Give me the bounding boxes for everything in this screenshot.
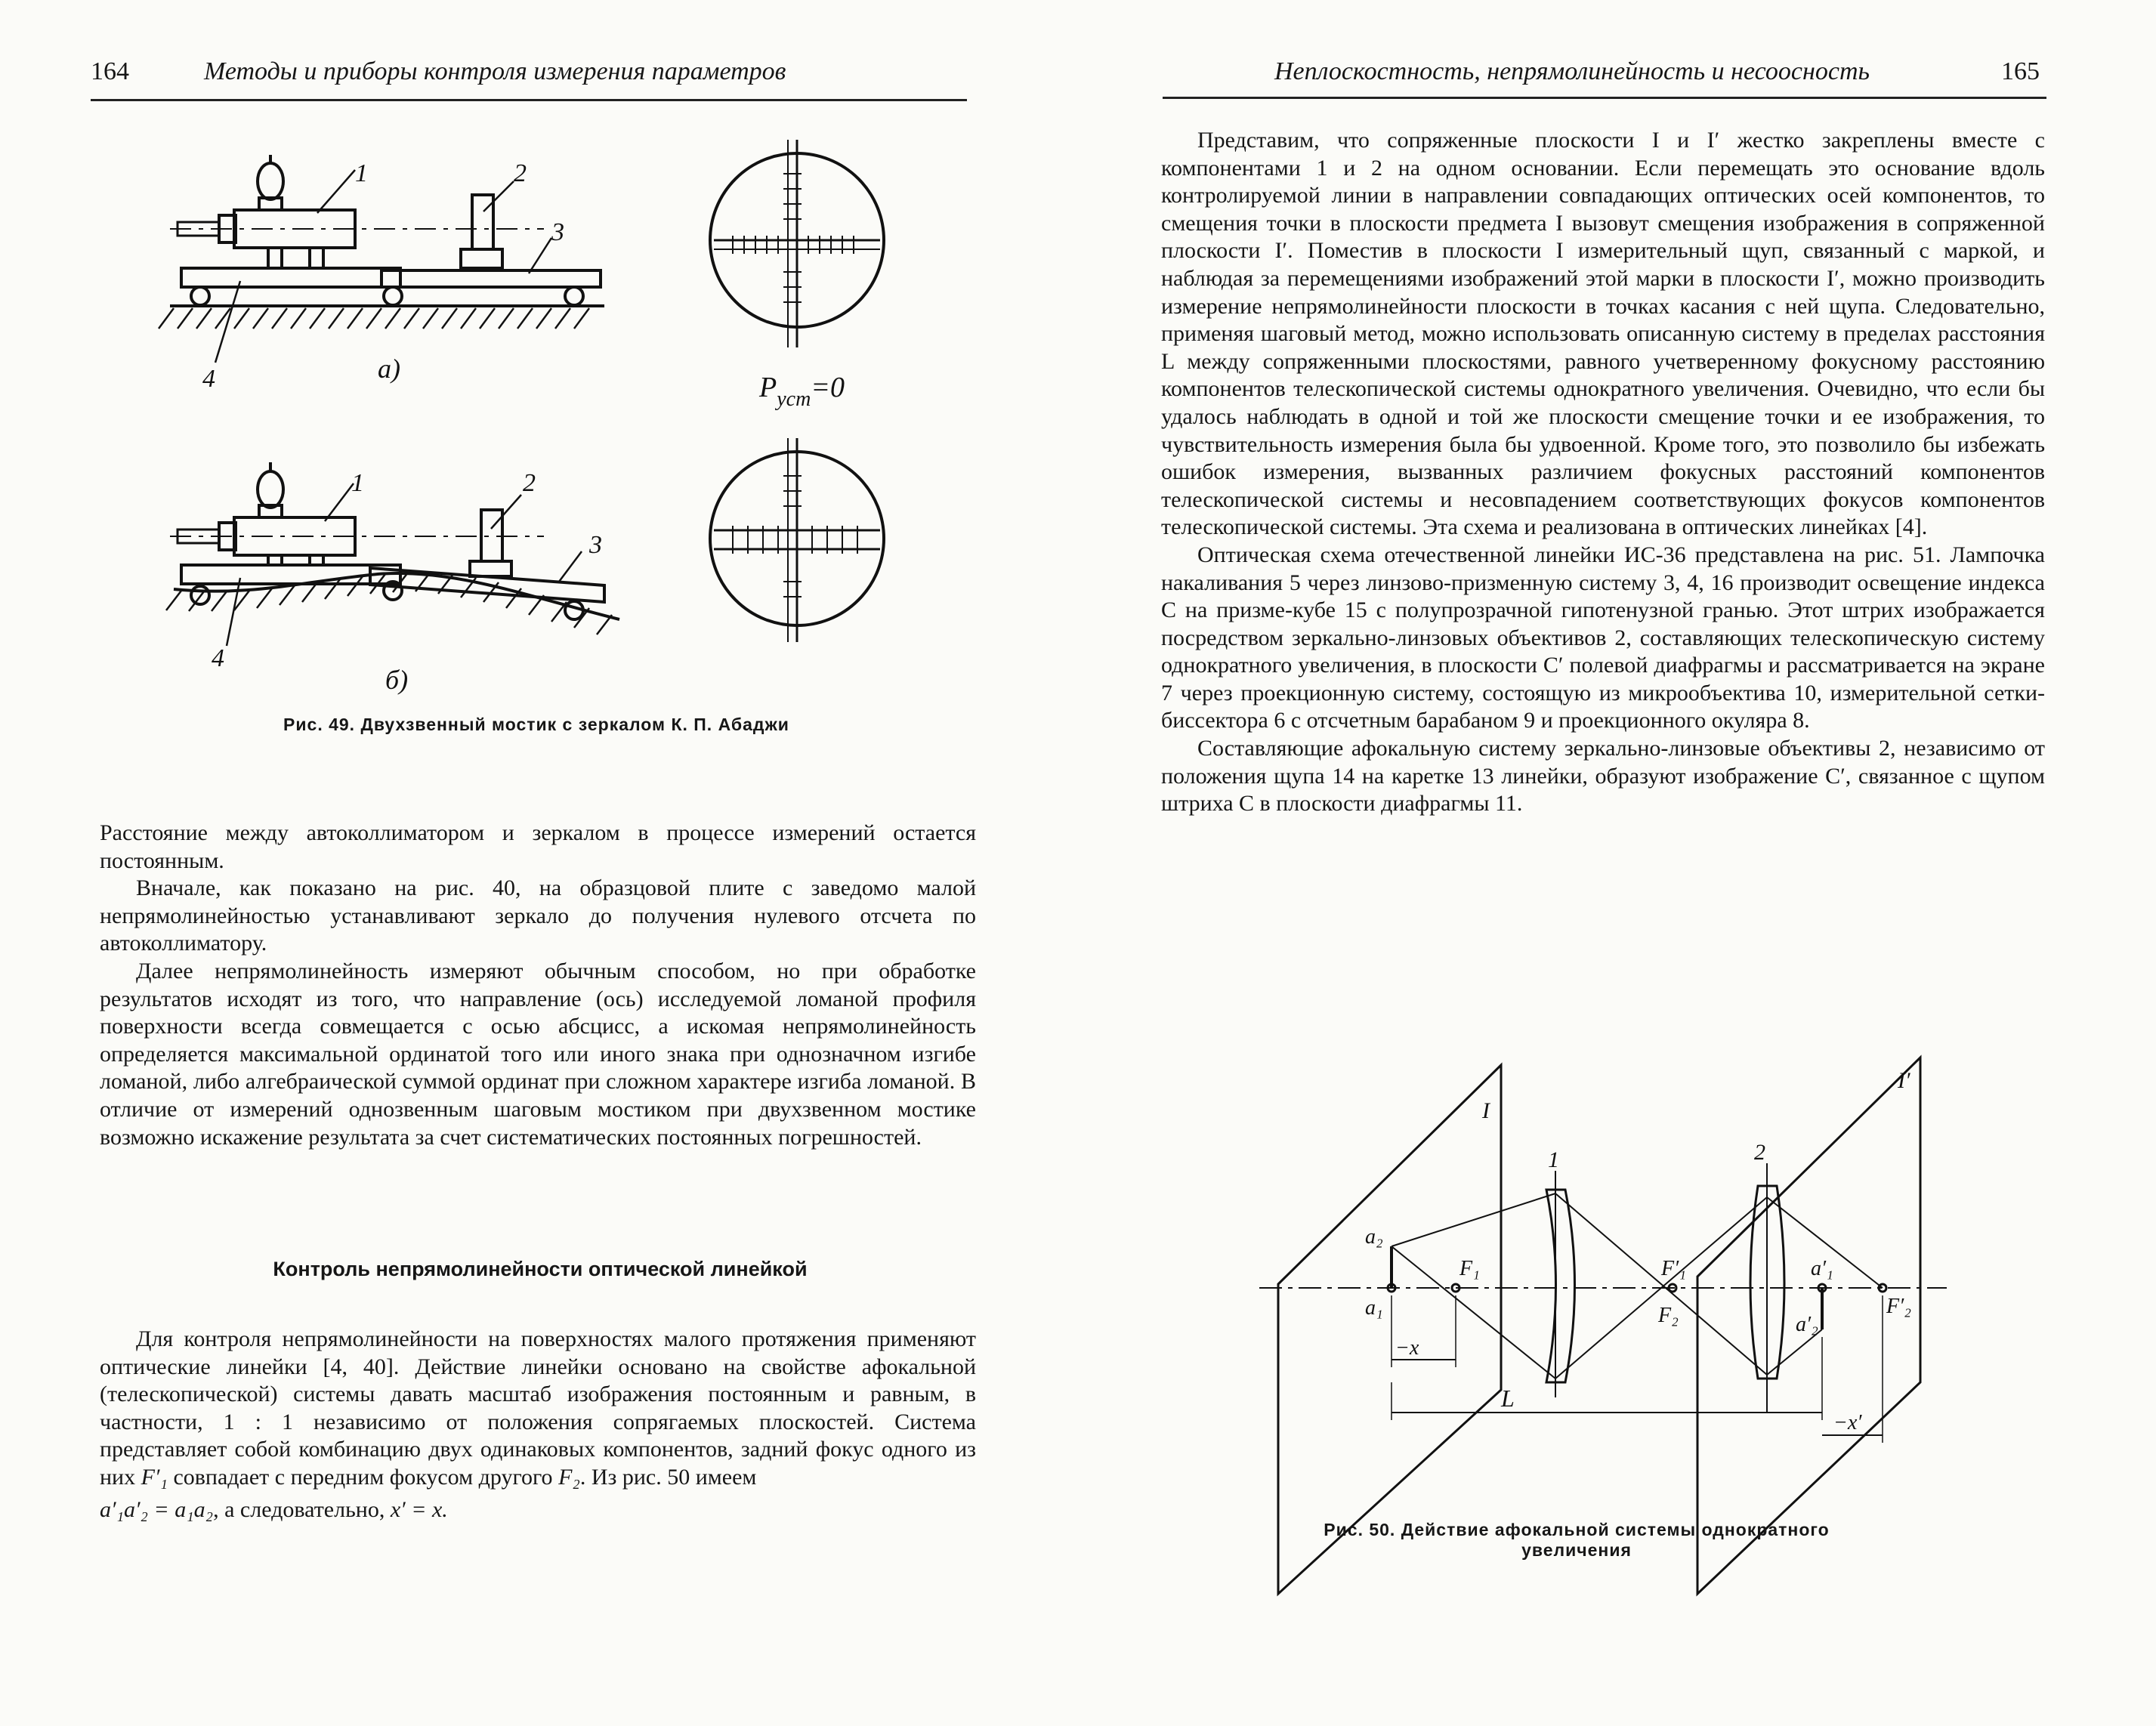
paragraph: Составляющие афокальную систему зеркально-линзовые объективы 2, независимо от положения щупа 14 на каретке 13 линейки, образуют изображение C′, связанное с щупом штриха C в плоскости диафрагмы 11. (1161, 736, 2045, 817)
caption-line: увеличения (1521, 1540, 1632, 1560)
xp-label: −x′ (1833, 1411, 1862, 1434)
F1-label: F₁ (1459, 1257, 1480, 1280)
label-2b: 2 (523, 469, 536, 497)
a1-label: a₁ (1365, 1296, 1383, 1320)
formula-eq2: x′ = x. (390, 1496, 448, 1522)
running-head: Неплоскостность, непрямолинейность и несоосность (1274, 57, 1870, 85)
right-body (1161, 127, 2045, 818)
F1p-label: F′₁ (1661, 1257, 1686, 1280)
wheel-a1 (191, 287, 209, 305)
section-heading: Контроль непрямолинейности оптической линейкой (273, 1258, 808, 1280)
right-page (1078, 0, 2156, 1726)
paragraph: Для контроля непрямолинейности на поверхностях малого протяжения применяют оптические линейки [4, 40]. Действие линейки основано на свойстве афокальной (телескопической) системы давать масштаб изображения постоянным и равным, в частности, 1 : 1 независимо от положения сопрягаемых плоскостей. Система представляет собой комбинацию двух одинаковых компонентов, задний фокус одного из них F′₁ совпадает с передним фокусом другого F₂. Из рис. 50 имеем (100, 1326, 976, 1490)
left-body (100, 820, 976, 1151)
page-number: 165 (2001, 57, 2040, 85)
a2p-label: a′₂ (1796, 1313, 1818, 1336)
plane-I-prime-label: I′ (1898, 1068, 1910, 1093)
part-b-label: б) (385, 665, 409, 695)
header-rule (1163, 97, 2046, 99)
a2-label: a₂ (1365, 1225, 1383, 1249)
paragraph: Далее непрямолинейность измеряют обычным способом, но при обработке результатов исходят из того, что направление (ось) исследуемой ломаной профиля поверхности всегда совмещается с осью абсцисс, а искомая непрямолинейность определяется максимальной ординатой того или иного знака при однозначном изгибе ломаной, либо алгебраической суммой ординат при сложном характере изгиба ломаной. В отличие от измерений однозвенным шаговым мостиком при двухзвенном мостике возможно искажение результата за счет систематических постоянных погрешностей. (100, 958, 976, 1150)
formula-F1: F′₁ (141, 1464, 168, 1490)
paragraph: a′₁a′₂ = a₁a₂, а следовательно, x′ = x. (100, 1496, 448, 1522)
paragraph: Оптическая схема отечественной линейки ИС-36 представлена на рис. 51. Лампочка накаливания 5 через линзово-призменную систему 3, 4, 16 производит освещение индекса C на призме-кубе 15 с полупрозрачной гипотенузной гранью. Этот штрих изображается посредством зеркально-линзовых объективов 2, составляющих телескопическую систему однократного увеличения, в плоскости C′ полевой диафрагмы и рассматривается на экране 7 через проекционную систему, состоящую из микрообъектива 10, измерительной сетки-биссектора 6 с отсчетным барабаном 9 и проекционного окуляра 8. (1161, 542, 2045, 733)
label-3a: 3 (551, 218, 564, 246)
figure-50-caption (1191, 1520, 1962, 1561)
F2-label: F₂ (1658, 1304, 1679, 1327)
paragraph: Расстояние между автоколлиматором и зеркалом в процессе измерений остается постоянным. (100, 820, 976, 873)
paragraph: Вначале, как показано на рис. 40, на образцовой плите с заведомо малой непрямолинейностью устанавливают зеркало до получения нулевого отсчета по автоколлиматору. (100, 875, 976, 956)
formula-eq1: a′₁a′₂ = a₁a₂ (100, 1496, 214, 1522)
label-2a: 2 (514, 159, 527, 187)
plane-I (1278, 1065, 1501, 1594)
plane-I-label: I (1482, 1098, 1490, 1123)
formula-F2: F₂ (558, 1464, 580, 1490)
ground-hatch-a (159, 308, 589, 329)
lens-1 (1546, 1190, 1575, 1382)
wheel-a3 (565, 287, 583, 305)
bar-1-a (181, 268, 400, 287)
a1p-label: a′₁ (1811, 1257, 1833, 1280)
running-head: Методы и приборы контроля измерения параметров (204, 57, 786, 85)
x-label: −x (1395, 1336, 1419, 1360)
label-3b: 3 (589, 531, 602, 559)
label-4a: 4 (202, 365, 215, 393)
label-4b: 4 (212, 644, 224, 672)
L-label: L (1501, 1385, 1515, 1412)
reticle-a (710, 140, 884, 347)
lens-1-label: 1 (1548, 1147, 1559, 1172)
lens-2-label: 2 (1754, 1140, 1765, 1165)
figure-50 (1078, 1035, 2156, 1564)
page-number: 164 (91, 57, 129, 85)
mirror-a (472, 195, 493, 249)
reticle-label: $P_{уст}=0$ (759, 372, 845, 411)
label-1a: 1 (355, 159, 368, 187)
part-a-label: a) (378, 354, 400, 384)
bar-2-a (381, 270, 601, 287)
section-body (100, 1326, 976, 1524)
paragraph: Представим, что сопряженные плоскости I и I′ жестко закреплены вместе с компонентами 1 и 2 на одном основании. Если перемещать это основание вдоль контролируемой линии в направлении совпадающих оптических осей компонентов, то смещения точки в плоскости предмета I вызовут смещения изображения в сопряженной плоскости I′. Поместив в плоскости I измерительный щуп, связанный с маркой, и наблюдая за перемещениями изображений этой марки в плоскости I′, можно производить измерение непрямолинейности плоскости в точках касания с ней щупа. Следовательно, применяя шаговый метод, можно использовать описанную систему в пределах расстояния L между сопряженными плоскостями, равного учетверенному фокусному расстоянию компонентов телескопической системы однократного увеличения. Очевидно, что если бы удалось наблюдать в одной и той же плоскости смещение точки и ее изображения, то чувствительность измерения была бы удвоенной. Кроме того, это позволило бы избежать ошибок измерения, вызванных различием фокусных расстояний компонентов телескопической системы и несовпадением соответствующих фокусов компонентов телескопической системы. Эта схема и реализована в оптических линейках [4]. (1161, 128, 2045, 540)
figure-49-caption: Рис. 49. Двухзвенный мостик с зеркалом К. П. Абаджи (283, 715, 789, 734)
F2p-label: F′₂ (1886, 1295, 1911, 1318)
wheel-a2 (384, 287, 402, 305)
caption-line: Рис. 50. Действие афокальной системы однократного (1324, 1520, 1830, 1539)
reticle-b (710, 438, 884, 642)
figure-49 (0, 0, 1078, 702)
label-1b: 1 (351, 469, 364, 497)
